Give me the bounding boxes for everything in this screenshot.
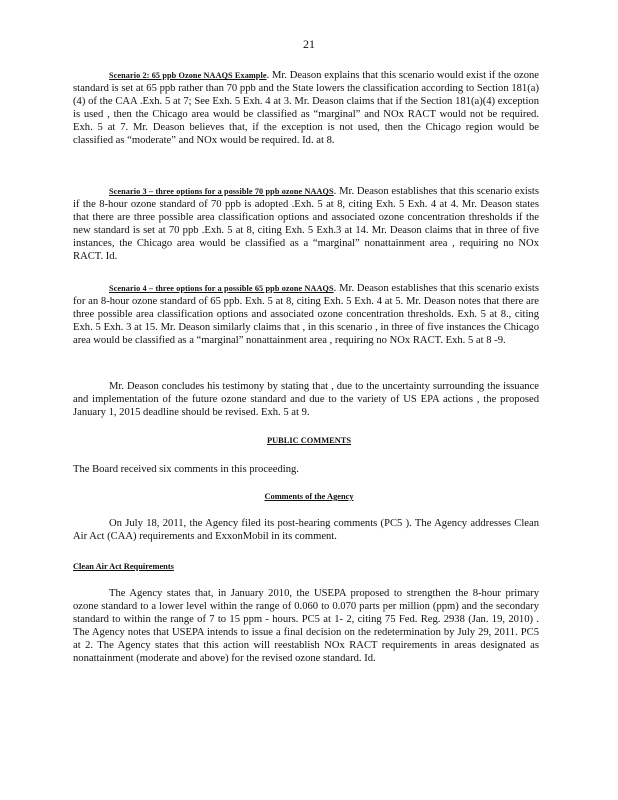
public-comments-heading: PUBLIC COMMENTS [267,436,351,445]
scenario-2-paragraph [73,70,539,147]
agency-comments-paragraph: On July 18, 2011, the Agency filed its post-hearing comments (PC5 ). The Agency addresses Clean Air Act (CAA) requirements and ExxonMobil in its comment. [73,518,539,542]
scenario-2-text: . Mr. Deason explains that this scenario would exist if the ozone standard is set at 65 ppb rather than 70 ppb and the State lowers the classification according to Section 181(a)(4) of the CAA .Exh. 5 at 7; See Exh. 5 Exh. 4 at 3. Mr. Deason claims that if the Section 181(a)(4) exception is used , then the Chicago area would be classified as “marginal” and NOx RACT would not be required. Exh. 5 at 7. Mr. Deason believes that, if the exception is not used, then the Chicago region would be classified as “moderate” and NOx would be required. Id. at 8. [73,70,539,146]
page-number: 21 [303,37,315,51]
scenario-3-heading: Scenario 3 – three options for a possible 70 ppb ozone NAAQS [109,187,334,196]
scenario-4-heading: Scenario 4 – three options for a possible 65 ppb ozone NAAQS [109,284,334,293]
scenario-2-heading: Scenario 2: 65 ppb Ozone NAAQS Example [109,71,267,80]
scenario-3-paragraph [73,186,539,263]
clean-air-act-heading: Clean Air Act Requirements [73,562,174,571]
scenario-4-text: . Mr. Deason establishes that this scenario exists for an 8-hour ozone standard of 65 ppb. Exh. 5 at 8, citing Exh. 5 Exh. 4 at 5. Mr. Deason notes that there are three possible area classification options and associated ozone concentration thresholds. Exh. 5 at 8., citing Exh. 5 Exh. 3 at 15. Mr. Deason similarly claims that , in this scenario , in three of five instances the Chicago area would be classified as a “marginal” nonattainment area , requiring no NOx RACT. Exh. 5 at 8 -9. [73,283,539,346]
scenario-4-paragraph [73,283,539,348]
conclusion-paragraph: Mr. Deason concludes his testimony by stating that , due to the uncertainty surrounding the issuance and implementation of the future ozone standard and due to the variety of US EPA actions , the proposed January 1, 2015 deadline should be revised. Exh. 5 at 9. [73,381,539,418]
scenario-3-text: . Mr. Deason establishes that this scenario exists if the 8-hour ozone standard of 70 ppb is adopted .Exh. 5 at 8, citing Exh. 5 Exh. 4 at 4. Mr. Deason states that there are three possible area classification options and associated ozone concentration thresholds if the new standard is set at 70 ppb .Exh. 5 at 8, citing Exh. 5 Exh.3 at 14. Mr. Deason claims that in three of five instances, the Chicago area would be classified as a “marginal” nonattainment area , requiring no NOx RACT. Id. [73,186,539,262]
agency-comments-heading: Comments of the Agency [264,492,354,501]
board-comments-paragraph: The Board received six comments in this proceeding. [73,464,299,475]
clean-air-act-paragraph: The Agency states that, in January 2010, the USEPA proposed to strengthen the 8-hour primary ozone standard to a lower level within the range of 0.060 to 0.070 parts per million (ppm) and the secondary standard to within the range of 7 to 15 ppm - hours. PC5 at 1- 2, citing 75 Fed. Reg. 2938 (Jan. 19, 2010) . The Agency notes that USEPA intends to issue a final decision on the redetermination by July 29, 2011. PC5 at 2. The Agency states that this action will reestablish NOx RACT requirements in areas designated as nonattainment (moderate and above) for the revised ozone standard. Id. [73,588,539,664]
